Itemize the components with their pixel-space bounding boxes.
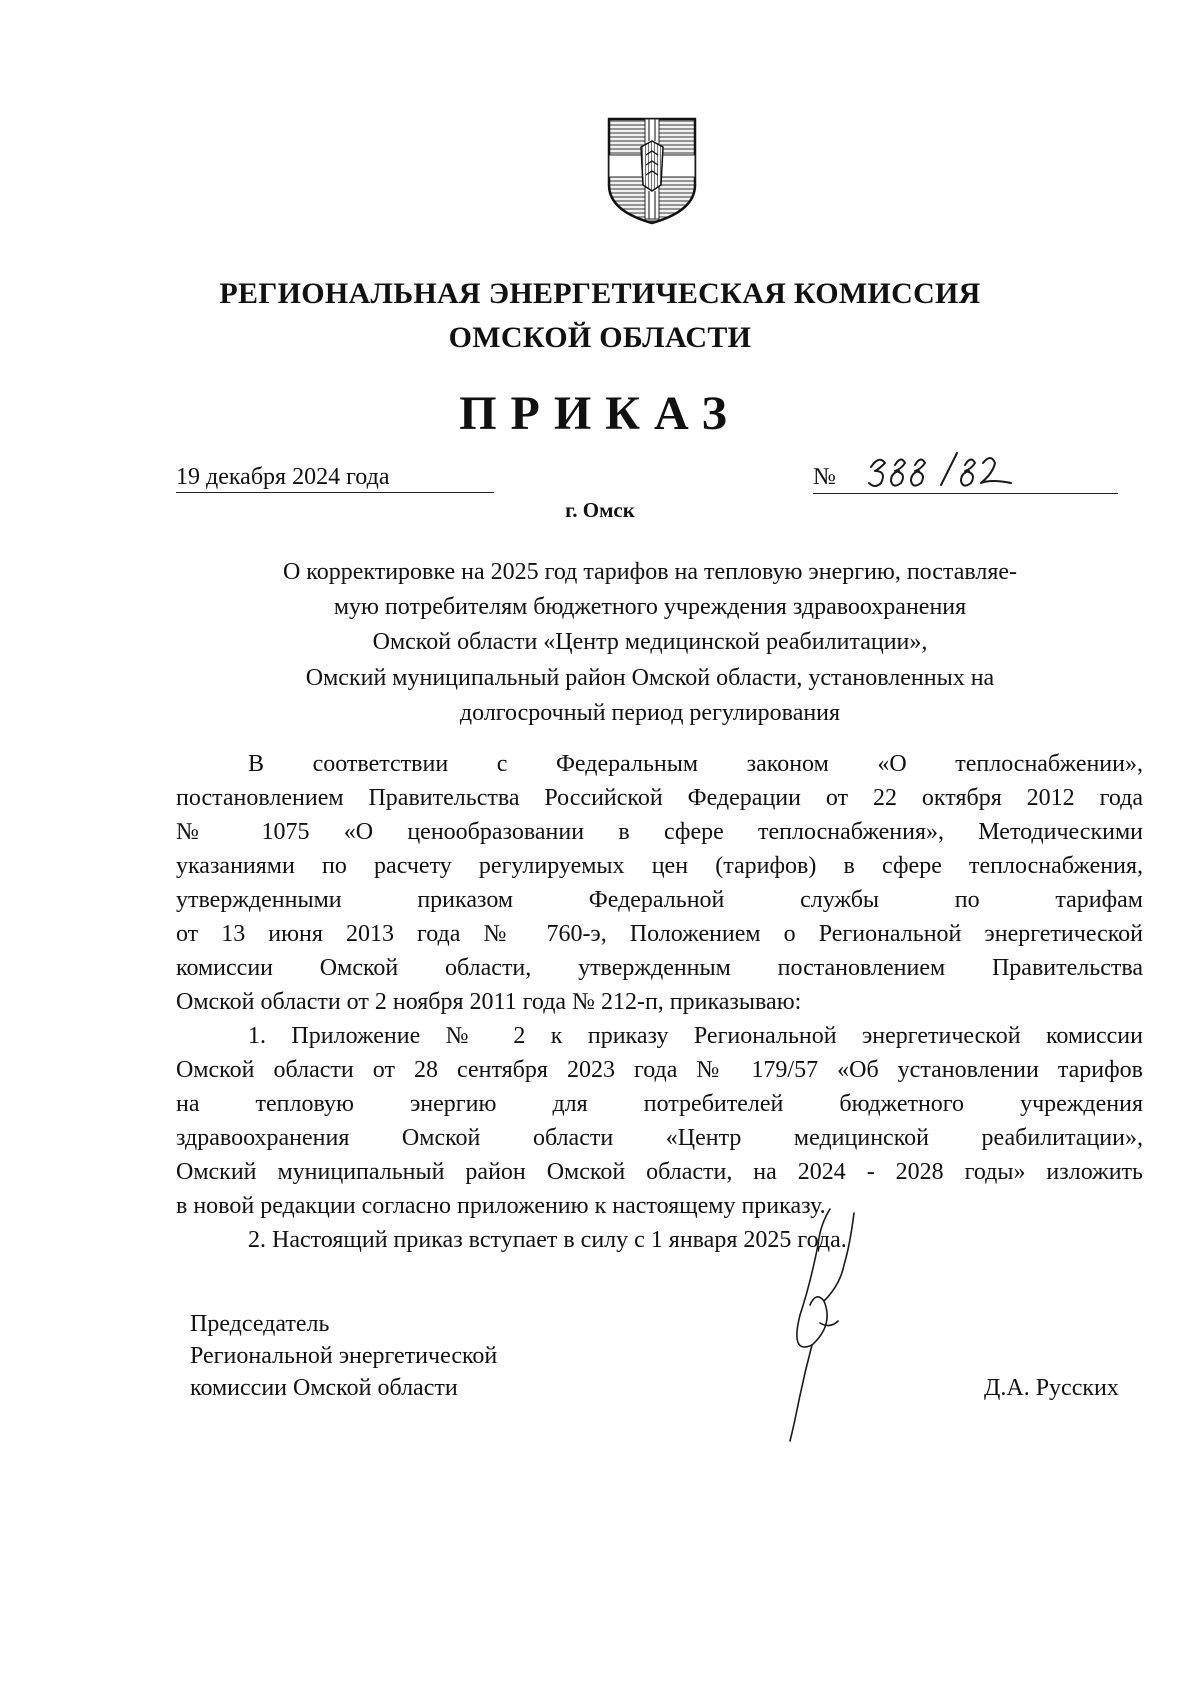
item-1-line: Омской области от 28 сентября 2023 года № 179/57 «Об установлении тарифов xyxy=(176,1057,1143,1083)
preamble-line: указаниями по расчету регулируемых цен (тарифов) в сфере теплоснабжения, xyxy=(176,853,1143,879)
signer-title-line: Председатель xyxy=(190,1311,330,1337)
preamble-line: комиссии Омской области, утвержденным постановлением Правительства xyxy=(176,955,1143,981)
subject-line: О корректировке на 2025 год тарифов на тепловую энергию, поставляе- xyxy=(282,559,1018,585)
coat-of-arms-emblem-icon xyxy=(605,115,699,225)
signer-name: Д.А. Русских xyxy=(984,1375,1119,1401)
preamble-line: от 13 июня 2013 года № 760-э, Положением о Региональной энергетической xyxy=(176,921,1143,947)
item-1-line: здравоохранения Омской области «Центр медицинской реабилитации», xyxy=(176,1125,1143,1151)
organization-name-line-1: РЕГИОНАЛЬНАЯ ЭНЕРГЕТИЧЕСКАЯ КОМИССИЯ xyxy=(219,277,981,310)
subject-line: мую потребителям бюджетного учреждения здравоохранения xyxy=(333,594,967,621)
organization-name-line-2: ОМСКОЙ ОБЛАСТИ xyxy=(448,321,752,354)
document-body xyxy=(176,747,1143,1257)
subject-line: Омский муниципальный район Омской области, установленных на xyxy=(305,664,995,691)
handwritten-signature-icon xyxy=(760,1205,880,1445)
item-1-line: в новой редакции согласно приложению к настоящему приказу. xyxy=(176,1193,826,1219)
subject-line: долгосрочный период регулирования xyxy=(459,699,841,726)
preamble-line: № 1075 «О ценообразовании в сфере теплоснабжения», Методическими xyxy=(176,819,1143,845)
item-1-line: 1. Приложение № 2 к приказу Региональной энергетической комиссии xyxy=(248,1023,1143,1049)
document-type-title: ПРИКАЗ xyxy=(459,387,741,440)
preamble-line: Омской области от 2 ноября 2011 года № 212-п, приказываю: xyxy=(176,989,802,1015)
signer-title-line: комиссии Омской области xyxy=(190,1375,458,1401)
preamble-line: В соответствии с Федеральным законом «О теплоснабжении», xyxy=(248,751,1143,777)
item-1-line: на тепловую энергию для потребителей бюджетного учреждения xyxy=(176,1091,1143,1117)
preamble-line: утвержденными приказом Федеральной службы по тарифам xyxy=(176,887,1143,913)
item-2-line: 2. Настоящий приказ вступает в силу с 1 января 2025 года. xyxy=(248,1227,847,1253)
handwritten-document-number xyxy=(865,449,1015,493)
document-number-field xyxy=(813,455,1118,494)
item-1-line: Омский муниципальный район Омской области, на 2024 - 2028 годы» изложить xyxy=(176,1159,1143,1185)
document-date: 19 декабря 2024 года xyxy=(176,462,494,493)
number-sign-label: № xyxy=(813,464,836,490)
document-city: г. Омск xyxy=(565,498,635,522)
signer-title xyxy=(190,1308,497,1404)
document-subject xyxy=(200,555,1100,731)
signer-title-line: Региональной энергетической xyxy=(190,1343,498,1369)
subject-line: Омской области «Центр медицинской реабилитации», xyxy=(372,629,928,656)
preamble-line: постановлением Правительства Российской Федерации от 22 октября 2012 года xyxy=(176,785,1143,811)
